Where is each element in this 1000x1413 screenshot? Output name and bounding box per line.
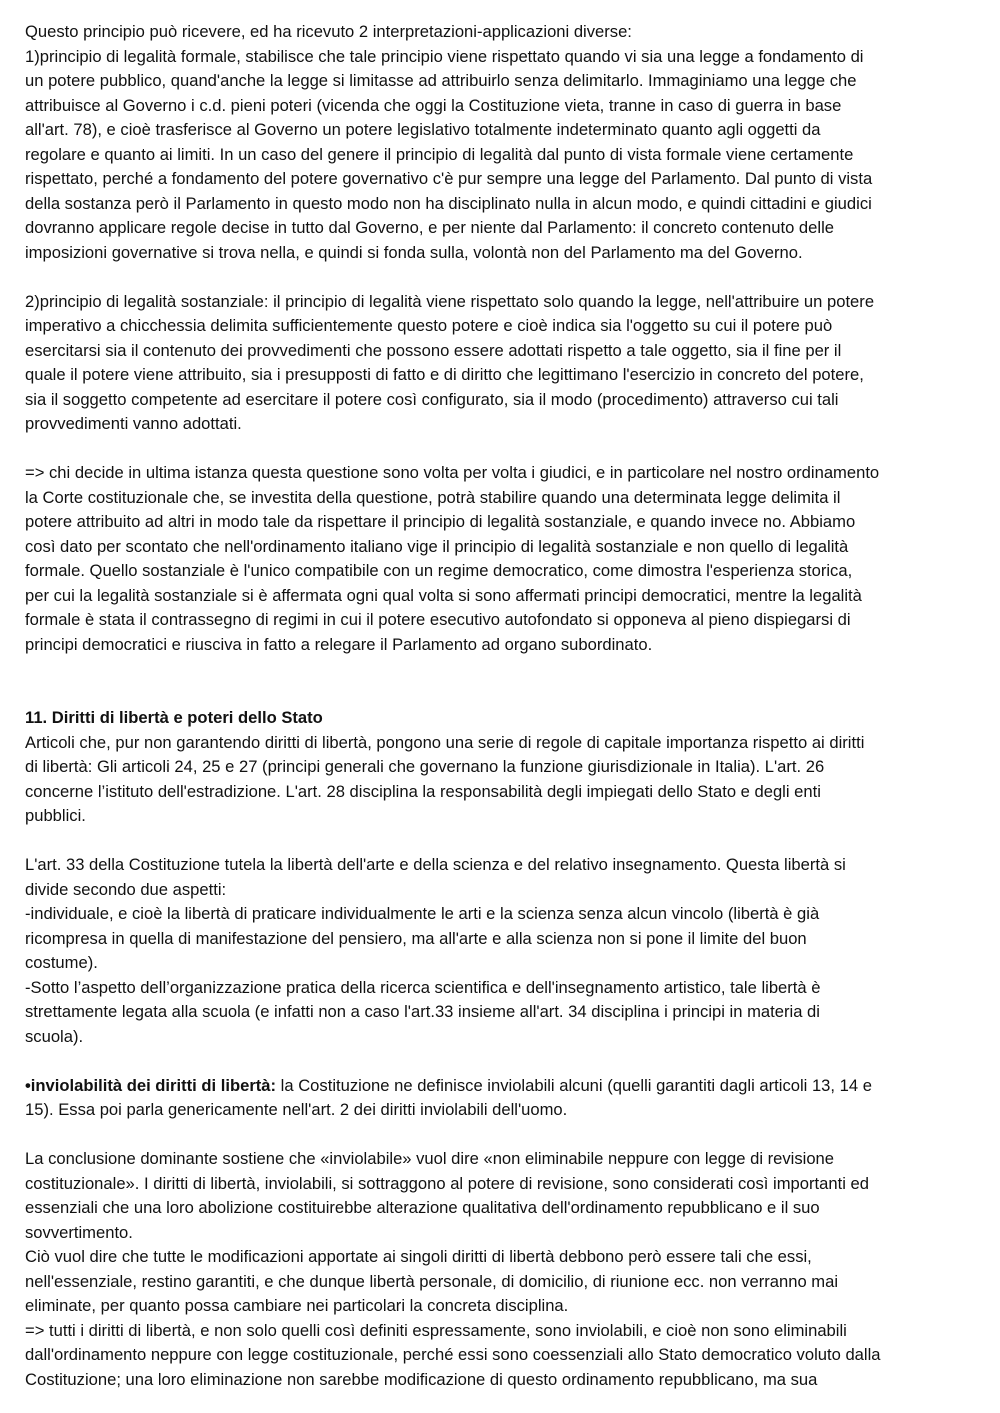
- text-line: pubblici.: [25, 806, 86, 825]
- paragraph-art-33: [25, 853, 975, 1049]
- text-run: la Costituzione ne definisce inviolabili alcuni (quelli garantiti dagli articoli 13, 14 e: [276, 1075, 872, 1095]
- text-line: dovranno applicare regole decise in tutto dal Governo, e per niente dal Parlamento: il concreto contenuto delle: [25, 218, 834, 237]
- paragraph-legalita-sostanziale: [25, 290, 975, 437]
- text-line: un potere pubblico, quand'anche la legge si limitasse ad attribuirlo senza delimitarlo. Immaginiamo una legge che: [25, 71, 857, 90]
- text-line: Articoli che, pur non garantendo diritti di libertà, pongono una serie di regole di capitale importanza rispetto ai diritti: [25, 732, 865, 752]
- text-line: scuola).: [25, 1026, 84, 1046]
- text-line: concerne l’istituto dell'estradizione. L'art. 28 disciplina la responsabilità degli impiegati dello Stato e degli enti: [25, 781, 821, 801]
- paragraph-inviolabilita: [25, 1074, 975, 1123]
- text-line: attribuisce al Governo i c.d. pieni poteri (vicenda che oggi la Costituzione vieta, tranne in caso di guerra in base: [25, 95, 842, 115]
- text-line: imperativo a chicchessia delimita sufficientemente questo potere e cioè indica sia l'oggetto su cui il potere può: [25, 316, 833, 335]
- paragraph-gap: [25, 437, 975, 462]
- text-line: principi democratici e riusciva in fatto a relegare il Parlamento ad organo subordinato.: [25, 634, 653, 654]
- text-line: la Corte costituzionale che, se investita della questione, potrà stabilire quando una determinata legge delimita il: [25, 487, 841, 507]
- text-line: essenziali che una loro abolizione costituirebbe alterazione qualitativa dell'ordinamento repubblicano e il suo: [25, 1198, 820, 1217]
- text-line: della sostanza però il Parlamento in questo modo non ha disciplinato nulla in alcun modo, e quindi cittadini e giudici: [25, 193, 872, 213]
- text-line: 15). Essa poi parla genericamente nell'art. 2 dei diritti inviolabili dell'uomo.: [25, 1100, 568, 1119]
- text-line: nell'essenziale, restino garantiti, e che dunque libertà personale, di domicilio, di riunione ecc. non verranno mai: [25, 1271, 839, 1291]
- text-line: -individuale, e cioè la libertà di praticare individualmente le arti e la scienza senza alcun vincolo (libertà è già: [25, 904, 820, 923]
- text-line: Questo principio può ricevere, ed ha ricevuto 2 interpretazioni-applicazioni diverse:: [25, 22, 632, 41]
- text-line: per cui la legalità sostanziale si è affermata ogni qual volta si sono affermati principi democratici, mentre la legalità: [25, 585, 862, 605]
- text-line: costituzionale». I diritti di libertà, inviolabili, si sottraggono al potere di revisione, sono considerati così importanti ed: [25, 1173, 869, 1193]
- text-line: esercitarsi sia il contenuto dei provvedimenti che possono essere adottati rispetto a tale oggetto, sia il fine per il: [25, 340, 842, 360]
- text-line: quale il potere viene attribuito, sia i presupposti di fatto e di diritto che legittimano l'esercizio in concreto del potere,: [25, 365, 864, 384]
- text-line: [25, 1074, 975, 1099]
- text-line: dall'ordinamento neppure con legge costituzionale, perché essi sono coessenziali allo Stato democratico voluto dalla: [25, 1345, 881, 1364]
- text-line: imposizioni governative si trova nella, e quindi si fonda sulla, volontà non del Parlamento ma del Governo.: [25, 242, 803, 262]
- text-line: -Sotto l’aspetto dell’organizzazione pratica della ricerca scientifica e dell'insegnamento artistico, tale libertà è: [25, 977, 821, 997]
- bold-lead: •inviolabilità dei diritti di libertà:: [25, 1075, 277, 1095]
- text-line: così dato per scontato che nell'ordinamento italiano vige il principio di legalità sostanziale e non quello di legalità: [25, 536, 849, 556]
- paragraph-gap: [25, 1123, 975, 1148]
- text-line: divide secondo due aspetti:: [25, 879, 227, 899]
- text-line: => tutti i diritti di libertà, e non solo quelli così definiti espressamente, sono inviolabili, e cioè non sono eliminabili: [25, 1320, 847, 1340]
- section-title: 11. Diritti di libertà e poteri dello Stato: [25, 708, 323, 727]
- text-line: all'art. 78), e cioè trasferisce al Governo un potere legislativo totalmente indeterminato quanto agli oggetti da: [25, 120, 821, 139]
- text-line: sovvertimento.: [25, 1222, 133, 1242]
- paragraph-gap: [25, 1049, 975, 1074]
- text-line: eliminate, per quanto possa cambiare nei particolari la concreta disciplina.: [25, 1296, 569, 1315]
- text-line: 1)principio di legalità formale, stabilisce che tale principio viene rispettato quando vi sia una legge a fondamento di: [25, 46, 864, 66]
- section-gap: [25, 657, 975, 706]
- text-line: => chi decide in ultima istanza questa questione sono volta per volta i giudici, e in particolare nel nostro ordinamento: [25, 463, 880, 482]
- text-line: ricompresa in quella di manifestazione del pensiero, ma all'arte e alla scienza non si pone il limite del buon: [25, 928, 807, 948]
- text-line: formale è stata il contrassegno di regimi in cui il potere esecutivo autofondato si opponeva al pieno dispiegarsi di: [25, 610, 851, 629]
- text-line: rispettato, perché a fondamento del potere governativo c'è pur sempre una legge del Parlamento. Dal punto di vista: [25, 169, 873, 188]
- paragraph-inviolabile-meaning: [25, 1147, 975, 1392]
- paragraph-interpretations: [25, 20, 975, 265]
- paragraph-gap: [25, 829, 975, 854]
- text-line: regolare e quanto ai limiti. In un caso del genere il principio di legalità dal punto di vista formale viene certamente: [25, 144, 854, 164]
- text-line: strettamente legata alla scuola (e infatti non a caso l'art.33 insieme all'art. 34 disciplina i principi in materia di: [25, 1002, 820, 1021]
- text-line: Ciò vuol dire che tutte le modificazioni apportate ai singoli diritti di libertà debbono però essere tali che essi,: [25, 1247, 812, 1266]
- text-line: formale. Quello sostanziale è l'unico compatibile con un regime democratico, come dimostra l'esperienza storica,: [25, 561, 853, 580]
- text-line: L'art. 33 della Costituzione tutela la libertà dell'arte e della scienza e del relativo insegnamento. Questa libertà si: [25, 855, 846, 874]
- text-line: provvedimenti vanno adottati.: [25, 414, 242, 433]
- paragraph-conclusion: [25, 461, 975, 657]
- text-line: La conclusione dominante sostiene che «inviolabile» vuol dire «non eliminabile neppure con legge di revisione: [25, 1149, 835, 1168]
- text-line: sia il soggetto competente ad esercitare il potere così configurato, sia il modo (procedimento) attraverso cui tali: [25, 389, 839, 409]
- paragraph-gap: [25, 265, 975, 290]
- text-line: di libertà: Gli articoli 24, 25 e 27 (principi generali che governano la funzione giurisdizionale in Italia). L'art. 26: [25, 757, 825, 776]
- paragraph-articoli: [25, 731, 975, 829]
- text-line: costume).: [25, 953, 98, 972]
- text-line: Costituzione; una loro eliminazione non sarebbe modificazione di questo ordinamento repubblicano, ma sua: [25, 1369, 818, 1389]
- text-line: potere attribuito ad altri in modo tale da rispettare il principio di legalità sostanziale, e quando invece no. Abbiamo: [25, 512, 856, 531]
- text-line: 2)principio di legalità sostanziale: il principio di legalità viene rispettato solo quando la legge, nell'attribuire un potere: [25, 291, 875, 311]
